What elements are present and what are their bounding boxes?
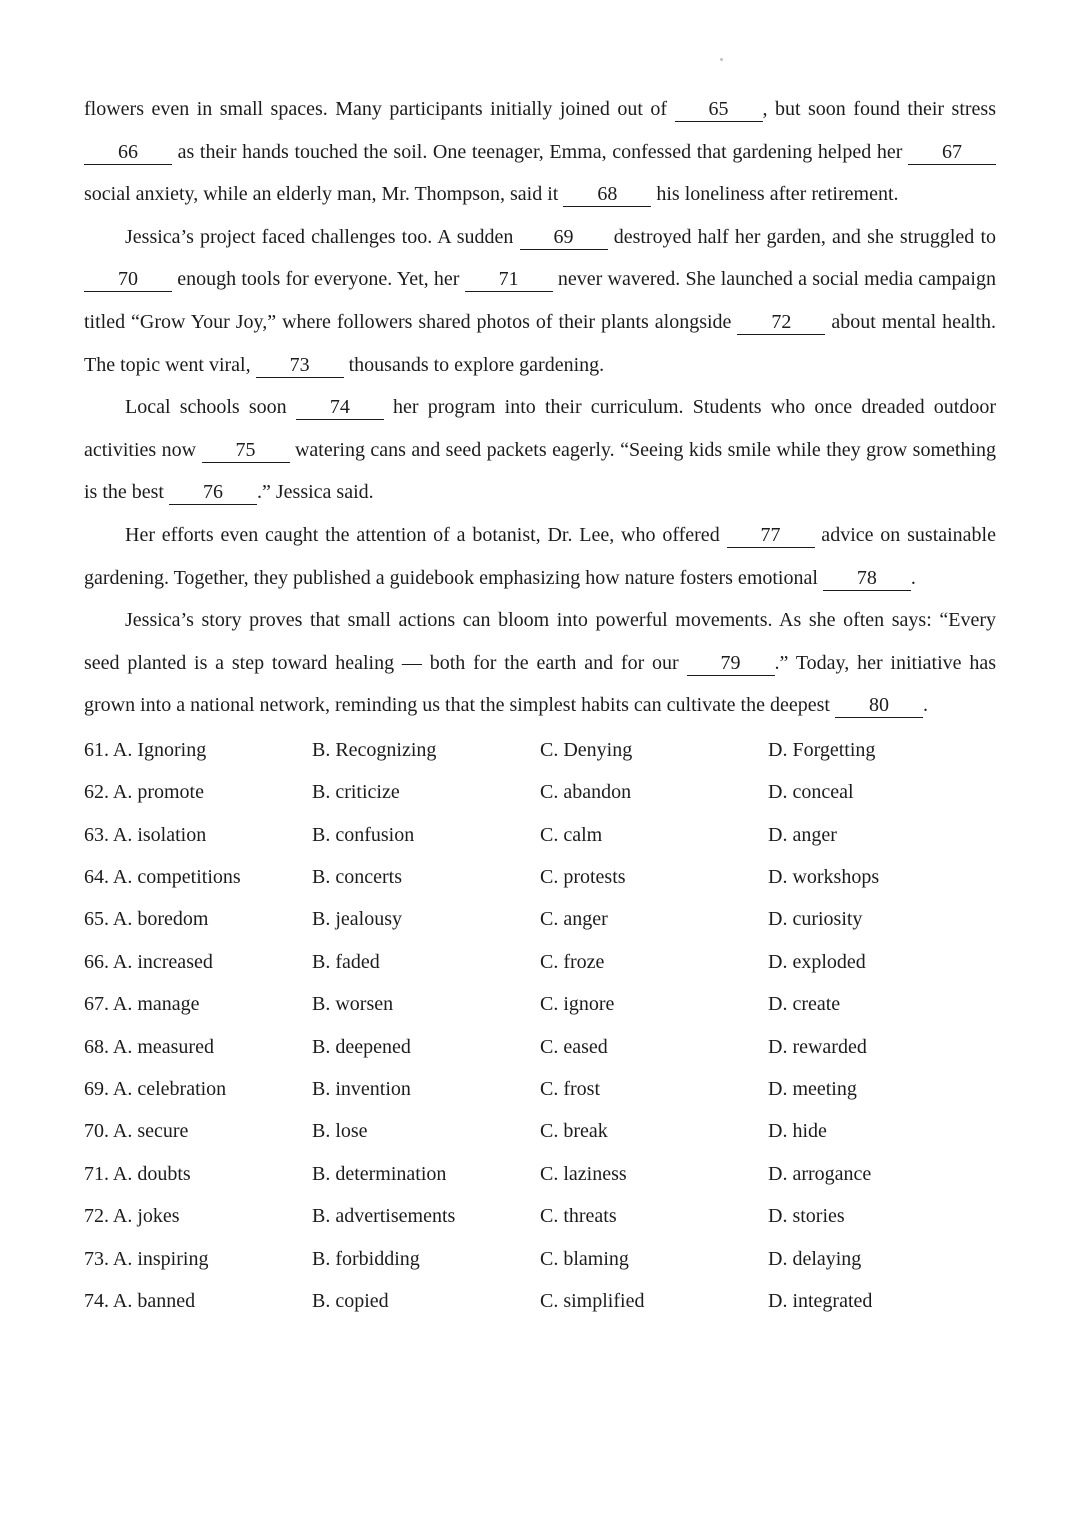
- option-choice: C. frost: [540, 1078, 600, 1101]
- cloze-blank-77: 77: [727, 524, 815, 548]
- option-row-70: [84, 1110, 996, 1152]
- option-choice: B. determination: [312, 1162, 447, 1185]
- option-choice: 68. A. measured: [84, 1035, 214, 1058]
- option-row-63: [84, 814, 996, 856]
- option-choice: C. protests: [540, 866, 626, 889]
- option-choice: D. hide: [768, 1120, 827, 1143]
- cloze-blank-68: 68: [563, 183, 651, 207]
- passage-text: her program into their curriculum. Students who once dreaded outdoor activities now: [84, 396, 996, 461]
- option-row-69: [84, 1068, 996, 1110]
- option-choice: 71. A. doubts: [84, 1162, 191, 1185]
- option-row-64: [84, 856, 996, 898]
- passage-text: .” Today, her initiative has grown into a national network, reminding us that the simplest habits can cultivate the deepest: [84, 651, 996, 717]
- cloze-blank-76: 76: [169, 481, 257, 505]
- option-choice: D. exploded: [768, 950, 866, 973]
- passage-text: Jessica’s story proves that small actions can bloom into powerful movements. As she often says: “Every seed planted is a step toward healing — both for the earth and for our: [84, 609, 996, 674]
- option-choice: D. arrogance: [768, 1162, 872, 1185]
- passage-text: advice on sustainable gardening. Together, they published a guidebook emphasizing how nature fosters emotional: [84, 523, 996, 589]
- passage-text: .: [922, 694, 928, 717]
- option-row-68: [84, 1026, 996, 1068]
- stray-mark: [720, 58, 723, 61]
- option-choice: C. anger: [540, 908, 608, 931]
- option-choice: D. delaying: [768, 1247, 862, 1270]
- option-choice: C. blaming: [540, 1247, 629, 1270]
- option-choice: 70. A. secure: [84, 1120, 189, 1143]
- cloze-blank-66: 66: [84, 141, 172, 165]
- option-choice: C. calm: [540, 823, 603, 846]
- passage-text: watering cans and seed packets eagerly. “Seeing kids smile while they grow something is the best: [84, 438, 996, 504]
- passage-text: thousands to explore gardening.: [343, 353, 605, 376]
- option-choice: C. abandon: [540, 781, 632, 804]
- option-choice: B. concerts: [312, 866, 402, 889]
- option-choice: 64. A. competitions: [84, 866, 241, 889]
- option-choice: 67. A. manage: [84, 993, 200, 1016]
- option-row-65: [84, 898, 996, 940]
- passage-text: destroyed half her garden, and she struggled to: [607, 225, 996, 248]
- option-choice: 69. A. celebration: [84, 1078, 227, 1101]
- option-choice: C. Denying: [540, 738, 633, 761]
- passage-paragraph: [84, 88, 996, 216]
- option-choice: B. faded: [312, 950, 380, 973]
- cloze-blank-69: 69: [520, 226, 608, 250]
- option-choice: D. rewarded: [768, 1035, 867, 1058]
- passage-text: never wavered. She launched a social media campaign titled “Grow Your Joy,” where followers shared photos of their plants alongside: [84, 268, 996, 333]
- cloze-blank-74: 74: [296, 396, 384, 420]
- option-choice: D. stories: [768, 1205, 845, 1228]
- option-choice: B. criticize: [312, 781, 400, 804]
- passage-text: about mental health. The topic went viral,: [84, 310, 996, 376]
- passage-text: as their hands touched the soil. One teenager, Emma, confessed that gardening helped her: [172, 140, 908, 163]
- option-row-73: [84, 1238, 996, 1280]
- option-choice: D. curiosity: [768, 908, 863, 931]
- option-choice: B. Recognizing: [312, 738, 437, 761]
- option-row-72: [84, 1195, 996, 1237]
- passage-text: , but soon found their stress: [762, 98, 997, 120]
- options-list: [84, 729, 996, 1322]
- option-row-61: [84, 729, 996, 771]
- cloze-blank-72: 72: [737, 311, 825, 335]
- option-choice: 66. A. increased: [84, 950, 213, 973]
- option-choice: D. integrated: [768, 1289, 873, 1312]
- cloze-blank-73: 73: [256, 354, 344, 378]
- option-choice: C. break: [540, 1120, 608, 1143]
- option-row-74: [84, 1280, 996, 1322]
- option-choice: C. laziness: [540, 1162, 627, 1185]
- option-row-62: [84, 771, 996, 813]
- option-choice: D. anger: [768, 823, 837, 846]
- option-choice: B. worsen: [312, 993, 394, 1016]
- option-choice: 72. A. jokes: [84, 1205, 180, 1228]
- passage-paragraph: [84, 216, 996, 386]
- cloze-blank-71: 71: [465, 268, 553, 292]
- option-choice: B. deepened: [312, 1035, 411, 1058]
- option-choice: B. jealousy: [312, 908, 402, 931]
- cloze-blank-65: 65: [675, 98, 763, 122]
- option-choice: D. create: [768, 993, 841, 1016]
- cloze-blank-67: 67: [908, 141, 996, 165]
- option-choice: C. ignore: [540, 993, 615, 1016]
- option-choice: 62. A. promote: [84, 781, 204, 804]
- option-choice: D. conceal: [768, 781, 854, 804]
- passage-text: Her efforts even caught the attention of a botanist, Dr. Lee, who offered: [125, 523, 727, 546]
- passage-text: social anxiety, while an elderly man, Mr. Thompson, said it: [84, 183, 564, 206]
- option-choice: C. eased: [540, 1035, 608, 1058]
- option-choice: D. Forgetting: [768, 738, 876, 761]
- option-row-71: [84, 1153, 996, 1195]
- passage-text: .: [910, 566, 916, 589]
- option-choice: C. froze: [540, 950, 605, 973]
- passage-text: enough tools for everyone. Yet, her: [172, 268, 465, 291]
- option-choice: 74. A. banned: [84, 1289, 196, 1312]
- option-choice: B. confusion: [312, 823, 415, 846]
- cloze-blank-70: 70: [84, 268, 172, 292]
- option-choice: 61. A. Ignoring: [84, 738, 207, 761]
- option-choice: B. invention: [312, 1078, 411, 1101]
- passage-text: .” Jessica said.: [257, 481, 374, 504]
- cloze-blank-80: 80: [835, 694, 923, 718]
- passage-text: Jessica’s project faced challenges too. A sudden: [125, 225, 520, 248]
- passage-paragraph: [84, 386, 996, 514]
- option-choice: 73. A. inspiring: [84, 1247, 209, 1270]
- cloze-blank-78: 78: [823, 567, 911, 591]
- option-choice: C. simplified: [540, 1289, 645, 1312]
- passage-text: his loneliness after retirement.: [651, 183, 899, 206]
- option-choice: 63. A. isolation: [84, 823, 207, 846]
- passage-paragraph: [84, 514, 996, 599]
- cloze-blank-79: 79: [687, 652, 775, 676]
- option-choice: B. advertisements: [312, 1205, 456, 1228]
- option-row-67: [84, 983, 996, 1025]
- option-row-66: [84, 941, 996, 983]
- cloze-blank-75: 75: [202, 439, 290, 463]
- option-choice: B. lose: [312, 1120, 368, 1143]
- passage: [84, 88, 996, 727]
- option-choice: B. copied: [312, 1289, 389, 1312]
- option-choice: D. meeting: [768, 1078, 857, 1101]
- option-choice: D. workshops: [768, 866, 880, 889]
- option-choice: B. forbidding: [312, 1247, 420, 1270]
- option-choice: C. threats: [540, 1205, 617, 1228]
- option-choice: 65. A. boredom: [84, 908, 209, 931]
- passage-text: Local schools soon: [125, 396, 296, 419]
- passage-paragraph: [84, 599, 996, 727]
- passage-text: flowers even in small spaces. Many participants initially joined out of: [84, 98, 675, 120]
